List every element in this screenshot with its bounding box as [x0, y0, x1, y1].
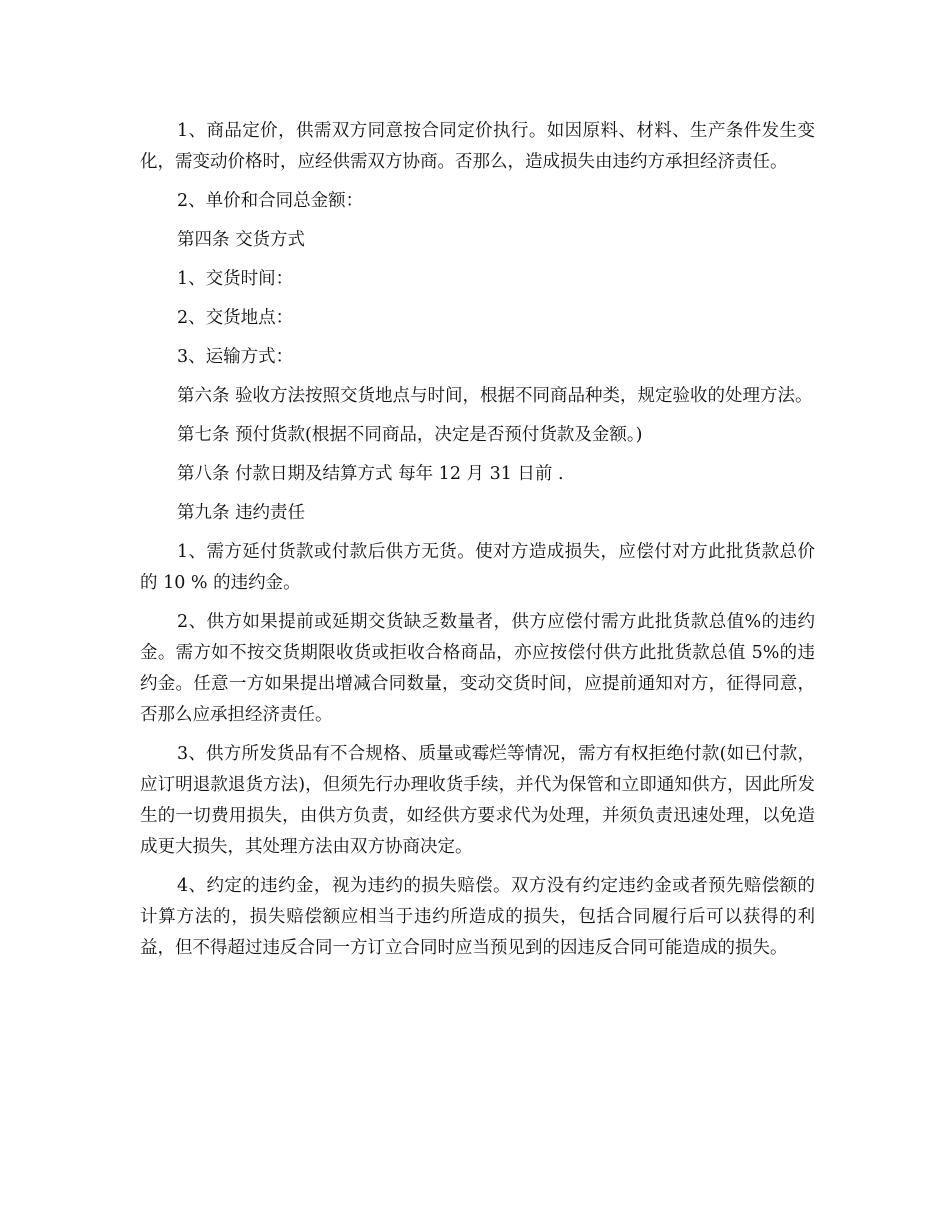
paragraph-transport: 3、运输方式：: [177, 347, 294, 367]
document-page: [140, 116, 815, 972]
paragraph-article-8: 第八条 付款日期及结算方式 每年 12 月 31 日前 .: [177, 464, 564, 484]
heading-article-9: 第九条 违约责任: [177, 503, 306, 523]
paragraph-delivery-time: 1、交货时间：: [177, 269, 294, 289]
paragraph-liability-4: 4、约定的违约金，视为违约的损失赔偿。双方没有约定违约金或者预先赔偿额的计算方法的，损失赔偿额应相当于违约所造成的损失，包括合同履行后可以获得的利益，但不得超过违反合同一方订立合同时应当预见到的因违反合同可能造成的损失。: [140, 876, 815, 958]
paragraph-article-6: 第六条 验收方法按照交货地点与时间，根据不同商品种类，规定验收的处理方法。: [177, 386, 813, 406]
paragraph-liability-3: 3、供方所发货品有不合规格、质量或霉烂等情况，需方有权拒绝付款(如已付款，应订明退款退货方法)，但须先行办理收货手续，并代为保管和立即通知供方，因此所发生的一切费用损失，由供方负责，如经供方要求代为处理，并须负责迅速处理，以免造成更大损失，其处理方法由双方协商决定。: [140, 744, 815, 857]
paragraph-liability-1: 1、需方延付货款或付款后供方无货。使对方造成损失，应偿付对方此批货款总价的 10 % 的违约金。: [140, 542, 815, 593]
paragraph-liability-2: 2、供方如果提前或延期交货缺乏数量者，供方应偿付需方此批货款总值%的违约金。需方如不按交货期限收货或拒收合格商品，亦应按偿付供方此批货款总值 5%的违约金。任意一方如果提出增减合同数量，变动交货时间，应提前通知对方，征得同意，否那么应承担经济责任。: [140, 612, 815, 725]
heading-article-4: 第四条 交货方式: [177, 230, 306, 250]
paragraph-article-7: 第七条 预付货款(根据不同商品，决定是否预付货款及金额。): [177, 425, 643, 445]
paragraph-pricing: 1、商品定价，供需双方同意按合同定价执行。如因原料、材料、生产条件发生变化，需变动价格时，应经供需双方协商。否那么，造成损失由违约方承担经济责任。: [140, 121, 815, 172]
paragraph-unit-price: 2、单价和合同总金额：: [177, 191, 364, 211]
paragraph-delivery-place: 2、交货地点：: [177, 308, 294, 328]
